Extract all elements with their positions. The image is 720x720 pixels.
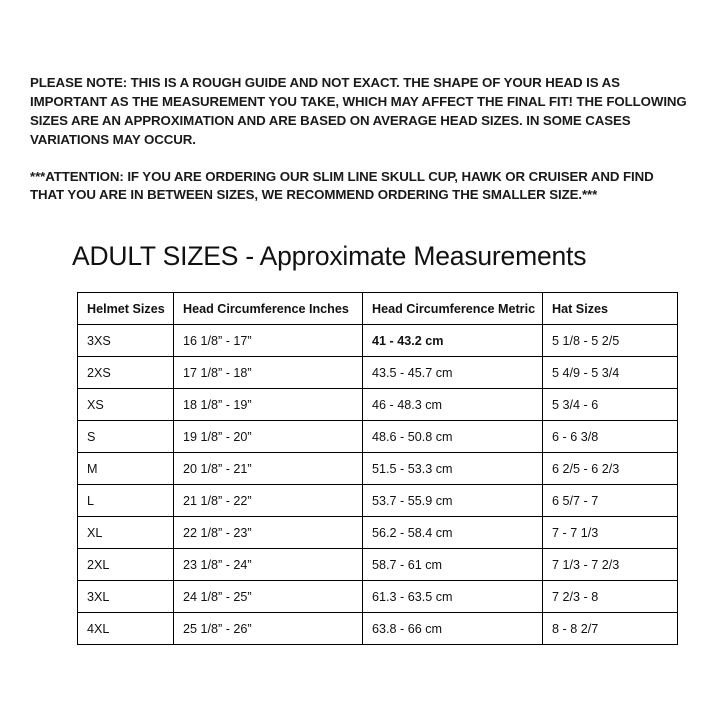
cell-hat-size: 5 4/9 - 5 3/4 <box>543 357 678 389</box>
cell-helmet-size: 2XS <box>78 357 174 389</box>
table-row <box>78 325 678 357</box>
cell-inches: 18 1/8” - 19” <box>174 389 363 421</box>
cell-metric: 58.7 - 61 cm <box>363 549 543 581</box>
cell-hat-size: 6 - 6 3/8 <box>543 421 678 453</box>
cell-metric: 41 - 43.2 cm <box>363 325 543 357</box>
table-row <box>78 421 678 453</box>
cell-hat-size: 7 2/3 - 8 <box>543 581 678 613</box>
cell-metric: 43.5 - 45.7 cm <box>363 357 543 389</box>
cell-helmet-size: M <box>78 453 174 485</box>
cell-helmet-size: L <box>78 485 174 517</box>
cell-hat-size: 6 5/7 - 7 <box>543 485 678 517</box>
table-row <box>78 485 678 517</box>
column-header-head-circumference-inches: Head Circumference Inches <box>174 293 363 325</box>
table-body <box>78 325 678 645</box>
table-row <box>78 613 678 645</box>
cell-hat-size: 7 - 7 1/3 <box>543 517 678 549</box>
cell-metric: 48.6 - 50.8 cm <box>363 421 543 453</box>
column-header-head-circumference-metric: Head Circumference Metric <box>363 293 543 325</box>
table-header <box>78 293 678 325</box>
cell-inches: 21 1/8” - 22” <box>174 485 363 517</box>
cell-helmet-size: 2XL <box>78 549 174 581</box>
cell-metric: 46 - 48.3 cm <box>363 389 543 421</box>
note-rough-guide: PLEASE NOTE: THIS IS A ROUGH GUIDE AND NOT EXACT. THE SHAPE OF YOUR HEAD IS AS IMPORTANT AS THE MEASUREMENT YOU TAKE, WHICH MAY AFFECT THE FINAL FIT! THE FOLLOWING SIZES ARE AN APPROXIMATION AND ARE BASED ON AVERAGE HEAD SIZES. IN SOME CASES VARIATIONS MAY OCCUR. <box>30 75 687 147</box>
cell-hat-size: 7 1/3 - 7 2/3 <box>543 549 678 581</box>
cell-inches: 25 1/8” - 26” <box>174 613 363 645</box>
table-row <box>78 581 678 613</box>
column-header-hat-sizes: Hat Sizes <box>543 293 678 325</box>
cell-helmet-size: XL <box>78 517 174 549</box>
note-attention-slim-line: ***ATTENTION: IF YOU ARE ORDERING OUR SLIM LINE SKULL CUP, HAWK OR CRUISER AND FIND THAT YOU ARE IN BETWEEN SIZES, WE RECOMMEND ORDERING THE SMALLER SIZE.*** <box>30 168 654 203</box>
cell-inches: 22 1/8” - 23” <box>174 517 363 549</box>
cell-metric: 61.3 - 63.5 cm <box>363 581 543 613</box>
cell-helmet-size: S <box>78 421 174 453</box>
cell-inches: 23 1/8” - 24” <box>174 549 363 581</box>
table-row <box>78 453 678 485</box>
cell-metric: 53.7 - 55.9 cm <box>363 485 543 517</box>
adult-sizes-table <box>77 292 678 645</box>
size-table-container <box>77 292 677 645</box>
cell-inches: 17 1/8” - 18” <box>174 357 363 389</box>
column-header-helmet-sizes: Helmet Sizes <box>78 293 174 325</box>
cell-helmet-size: 3XS <box>78 325 174 357</box>
table-row <box>78 549 678 581</box>
cell-inches: 19 1/8” - 20” <box>174 421 363 453</box>
cell-inches: 24 1/8” - 25” <box>174 581 363 613</box>
page-title: ADULT SIZES - Approximate Measurements <box>72 241 587 272</box>
cell-metric: 51.5 - 53.3 cm <box>363 453 543 485</box>
cell-hat-size: 5 3/4 - 6 <box>543 389 678 421</box>
cell-metric: 63.8 - 66 cm <box>363 613 543 645</box>
cell-helmet-size: 4XL <box>78 613 174 645</box>
table-row <box>78 389 678 421</box>
cell-inches: 16 1/8” - 17” <box>174 325 363 357</box>
table-row <box>78 357 678 389</box>
cell-hat-size: 5 1/8 - 5 2/5 <box>543 325 678 357</box>
table-row <box>78 517 678 549</box>
cell-metric: 56.2 - 58.4 cm <box>363 517 543 549</box>
cell-helmet-size: XS <box>78 389 174 421</box>
cell-hat-size: 8 - 8 2/7 <box>543 613 678 645</box>
cell-hat-size: 6 2/5 - 6 2/3 <box>543 453 678 485</box>
cell-inches: 20 1/8” - 21” <box>174 453 363 485</box>
cell-helmet-size: 3XL <box>78 581 174 613</box>
table-header-row <box>78 293 678 325</box>
